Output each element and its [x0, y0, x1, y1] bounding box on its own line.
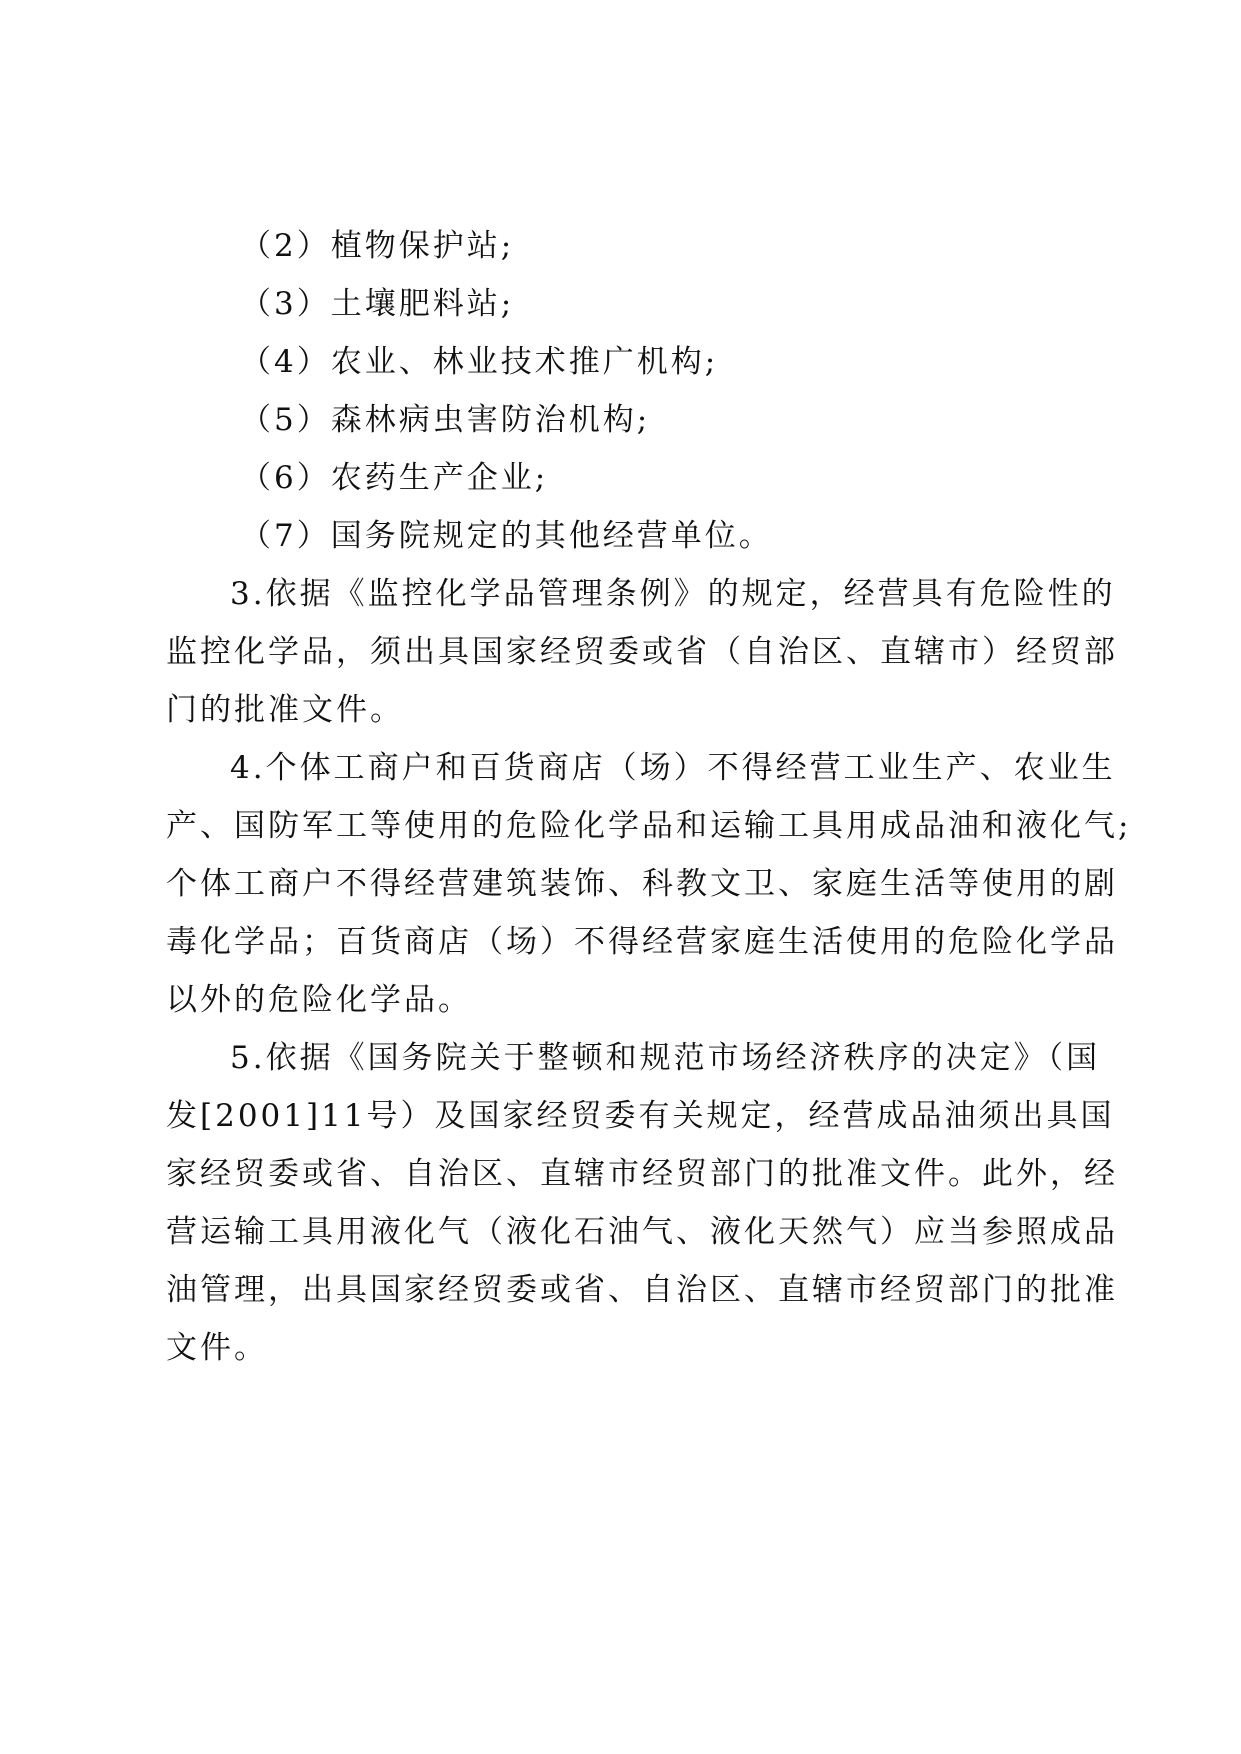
paragraph-3-line-2: 监控化学品，须出具国家经贸委或省（自治区、直辖市）经贸部	[166, 634, 1118, 670]
paragraph-5-line-2: 发[2001]11号）及国家经贸委有关规定，经营成品油须出具国	[166, 1098, 1115, 1134]
list-item-2: （2）植物保护站;	[240, 228, 515, 264]
list-item-6: （6）农药生产企业;	[240, 460, 549, 496]
paragraph-4-line-3: 个体工商户不得经营建筑装饰、科教文卫、家庭生活等使用的剧	[166, 866, 1118, 902]
paragraph-5-line-5: 油管理，出具国家经贸委或省、自治区、直辖市经贸部门的批准	[166, 1272, 1118, 1308]
paragraph-5-line-6: 文件。	[166, 1330, 268, 1366]
paragraph-5-line-3: 家经贸委或省、自治区、直辖市经贸部门的批准文件。此外，经	[166, 1156, 1118, 1192]
paragraph-4-line-2: 产、国防军工等使用的危险化学品和运输工具用成品油和液化气;	[166, 808, 1132, 844]
paragraph-4-line-5: 以外的危险化学品。	[166, 982, 472, 1018]
list-item-4: （4）农业、林业技术推广机构;	[240, 344, 719, 380]
list-item-3: （3）土壤肥料站;	[240, 286, 515, 322]
paragraph-3-line-3: 门的批准文件。	[166, 692, 404, 728]
list-item-7: （7）国务院规定的其他经营单位。	[240, 518, 773, 554]
paragraph-5-line-4: 营运输工具用液化气（液化石油气、液化天然气）应当参照成品	[166, 1214, 1118, 1250]
paragraph-4-line-4: 毒化学品；百货商店（场）不得经营家庭生活使用的危险化学品	[166, 924, 1118, 960]
paragraph-3-line-1: 3.依据《监控化学品管理条例》的规定，经营具有危险性的	[230, 576, 1116, 612]
paragraph-4-line-1: 4.个体工商户和百货商店（场）不得经营工业生产、农业生	[230, 750, 1116, 786]
paragraph-5-line-1: 5.依据《国务院关于整顿和规范市场经济秩序的决定》（国	[230, 1040, 1101, 1076]
list-item-5: （5）森林病虫害防治机构;	[240, 402, 651, 438]
